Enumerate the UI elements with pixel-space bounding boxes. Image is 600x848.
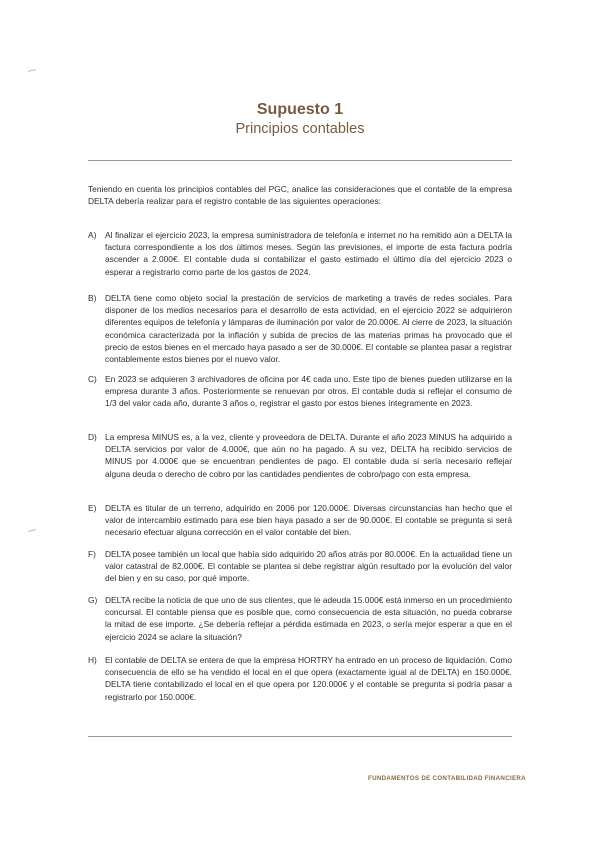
- item-text: DELTA es titular de un terreno, adquirido en 2006 por 120.000€. Diversas circunstancias han hecho que el valor de intercambio estimado para ese bien haya pasado a ser de 90.000€. El contable se pregunta si será necesario efectuar alguna corrección en el valor contable del bien.: [105, 503, 512, 538]
- item-text: DELTA tiene como objeto social la prestación de servicios de marketing a través de redes sociales. Para disponer de los medios necesarios para el desarrollo de esta actividad, en el ejercicio 2022 se adquirieron diferentes equipos de telefonía y lámparas de iluminación por valor de 20.000€. Al cierre de 2023, la situación económica caracterizada por la inflación y subida de precios de las materias primas ha provocado que el precio de estos bienes en el mercado haya pasado a ser de 30.000€. El contable se plantea pasar a registrar contablemente estos bienes por el nuevo valor.: [105, 293, 512, 365]
- page-title: Supuesto 1: [256, 101, 344, 118]
- margin-mark: [28, 529, 36, 532]
- item-text: El contable de DELTA se entera de que la empresa HORTRY ha entrado en un proceso de liquidación. Como consecuencia de ello se ha vendido el local en el que opera (exactamente igual al de DELTA) en 150.000€. DELTA tiene contabilizado el local en el que opera por 120.000€ y el contable se pregunta si podría pasar a registrarlo por 150.000€.: [105, 655, 512, 702]
- item-text: En 2023 se adquieren 3 archivadores de oficina por 4€ cada uno. Este tipo de bienes pueden utilizarse en la empresa durante 3 años. Posteriormente se renuevan por otros. El contable duda si reflejar el consumo de 1/3 del valor cada año, durante 3 años o, registrar el gasto por estos bienes íntegramente en 2023.: [105, 374, 512, 409]
- item-letter: G): [88, 595, 98, 605]
- item-letter: D): [88, 432, 97, 442]
- item-letter: H): [88, 655, 97, 665]
- item-letter: A): [88, 230, 97, 240]
- bottom-divider: [88, 736, 512, 737]
- item-letter: B): [88, 293, 97, 303]
- item-text: DELTA posee también un local que había sido adquirido 20 años atrás por 80.000€. En la actualidad tiene un valor catastral de 82.000€. El contable se plantea si debe registrar algún resultado por la evolución del valor del bien y en su caso, por qué importe.: [105, 549, 512, 584]
- top-divider: [88, 160, 512, 161]
- item-letter: E): [88, 503, 97, 513]
- item-letter: C): [88, 374, 97, 384]
- page-subtitle: Principios contables: [235, 121, 365, 137]
- item-text: DELTA recibe la noticia de que uno de sus clientes, que le adeuda 15.000€ está inmerso en un procedimiento concursal. El contable piensa que es posible que, como consecuencia de esta situación, no pueda cobrarse la mitad de ese importe. ¿Se debería reflejar a pérdida estimada en 2023, o sería mejor esperar a que en el ejercicio 2024 se aclare la situación?: [105, 595, 512, 642]
- footer-label: FUNDAMENTOS DE CONTABILIDAD FINANCIERA: [368, 775, 526, 782]
- item-text: La empresa MINUS es, a la vez, cliente y proveedora de DELTA. Durante el año 2023 MINUS ha adquirido a DELTA servicios por valor de 4.000€, que aún no ha pagado. A su vez, DELTA ha recibido servicios de MINUS por 4.000€ que se encuentran pendientes de pago. El contable duda si sería necesario reflejar alguna deuda o derecho de cobro por las cantidades pendientes de cobro/pago con esta empresa.: [105, 432, 512, 479]
- item-letter: F): [88, 549, 96, 559]
- item-text: Al finalizar el ejercicio 2023, la empresa suministradora de telefonía e internet no ha remitido aún a DELTA la factura correspondiente a los dos últimos meses. Según las previsiones, el importe de esta factura podría ascender a 2.000€. El contable duda si contabilizar el gasto estimado el último día del ejercicio 2023 o esperar a registrarlo como parte de los gastos de 2024.: [105, 230, 512, 277]
- margin-mark: [28, 69, 36, 72]
- intro-paragraph: Teniendo en cuenta los principios contables del PGC, analice las consideraciones que el contable de la empresa DELTA debería realizar para el registro contable de las siguientes operaciones:: [88, 184, 512, 207]
